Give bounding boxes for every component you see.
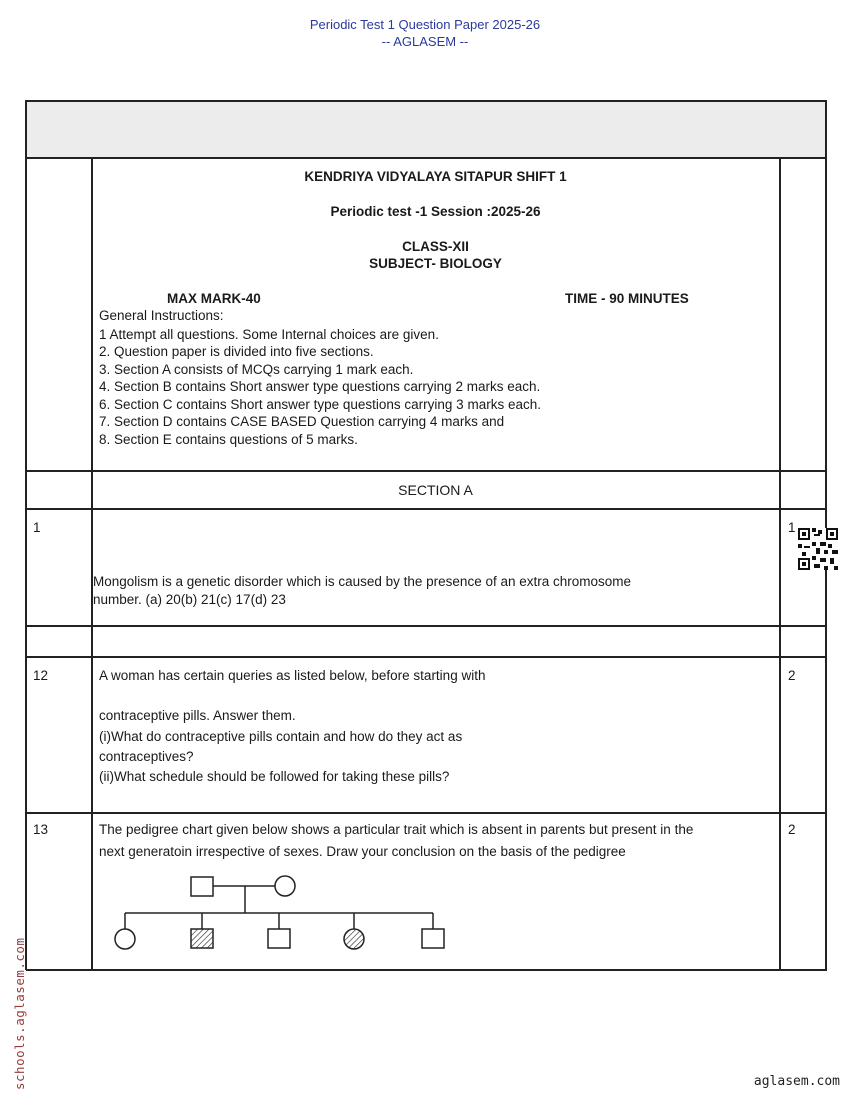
page-header-title: Periodic Test 1 Question Paper 2025-26 <box>309 17 541 32</box>
question-text: A woman has certain queries as listed below, before starting with <box>99 668 486 683</box>
table-top-band <box>26 101 826 157</box>
table-line <box>26 625 827 627</box>
question-number: 1 <box>33 520 41 535</box>
instructions-heading: General Instructions: <box>99 308 224 323</box>
question-number: 12 <box>33 668 49 683</box>
son-affected-symbol <box>191 929 213 948</box>
question-text: next generatoin irrespective of sexes. Draw your conclusion on the basis of the pedigree <box>99 844 626 859</box>
section-a-title: SECTION A <box>398 482 473 498</box>
table-line <box>26 812 827 814</box>
table-line <box>26 969 827 971</box>
question-marks: 2 <box>788 668 796 683</box>
table-line <box>91 157 93 970</box>
pedigree-chart <box>100 868 470 958</box>
father-symbol <box>191 877 213 896</box>
question-marks: 1 <box>788 520 796 535</box>
question-number: 13 <box>33 822 49 837</box>
table-line <box>26 157 827 159</box>
question-marks: 2 <box>788 822 796 837</box>
instruction-item: 2. Question paper is divided into five sections. <box>99 344 374 359</box>
son-unaffected-symbol <box>268 929 290 948</box>
class-label: CLASS-XII <box>402 239 469 254</box>
qr-code <box>798 528 838 570</box>
instruction-item: 1 Attempt all questions. Some Internal choices are given. <box>99 327 439 342</box>
school-name: KENDRIYA VIDYALAYA SITAPUR SHIFT 1 <box>304 169 567 184</box>
page-header-subtitle: -- AGLASEM -- <box>381 34 469 49</box>
question-text: Mongolism is a genetic disorder which is caused by the presence of an extra chromosome <box>93 574 632 589</box>
instruction-item: 3. Section A consists of MCQs carrying 1 mark each. <box>99 362 414 377</box>
instruction-item: 4. Section B contains Short answer type questions carrying 2 marks each. <box>99 379 541 394</box>
instruction-item: 8. Section E contains questions of 5 marks. <box>99 432 358 447</box>
son-unaffected-symbol <box>422 929 444 948</box>
table-line <box>26 470 827 472</box>
instruction-item: 7. Section D contains CASE BASED Question carrying 4 marks and <box>99 414 505 429</box>
instruction-item: 6. Section C contains Short answer type questions carrying 3 marks each. <box>99 397 541 412</box>
question-text: contraceptive pills. Answer them. <box>99 708 296 723</box>
table-line <box>25 100 27 970</box>
question-text: number. (a) 20(b) 21(c) 17(d) 23 <box>93 592 286 607</box>
time-allowed: TIME - 90 MINUTES <box>565 291 689 306</box>
side-watermark: schools.aglasem.com <box>12 937 27 1090</box>
question-text: (ii)What schedule should be followed for taking these pills? <box>99 769 450 784</box>
footer-watermark: aglasem.com <box>753 1074 840 1089</box>
daughter-unaffected-symbol <box>115 929 135 949</box>
test-name: Periodic test -1 Session :2025-26 <box>330 204 541 219</box>
table-line <box>26 100 827 102</box>
table-line <box>26 508 827 510</box>
table-line <box>26 656 827 658</box>
max-mark: MAX MARK-40 <box>167 291 261 306</box>
mother-symbol <box>275 876 295 896</box>
table-line <box>779 157 781 970</box>
question-text: contraceptives? <box>99 749 194 764</box>
question-text: (i)What do contraceptive pills contain and how do they act as <box>99 729 463 744</box>
question-text: The pedigree chart given below shows a particular trait which is absent in parents but present in the <box>99 822 694 837</box>
subject-label: SUBJECT- BIOLOGY <box>369 256 502 271</box>
daughter-affected-symbol <box>344 929 364 949</box>
